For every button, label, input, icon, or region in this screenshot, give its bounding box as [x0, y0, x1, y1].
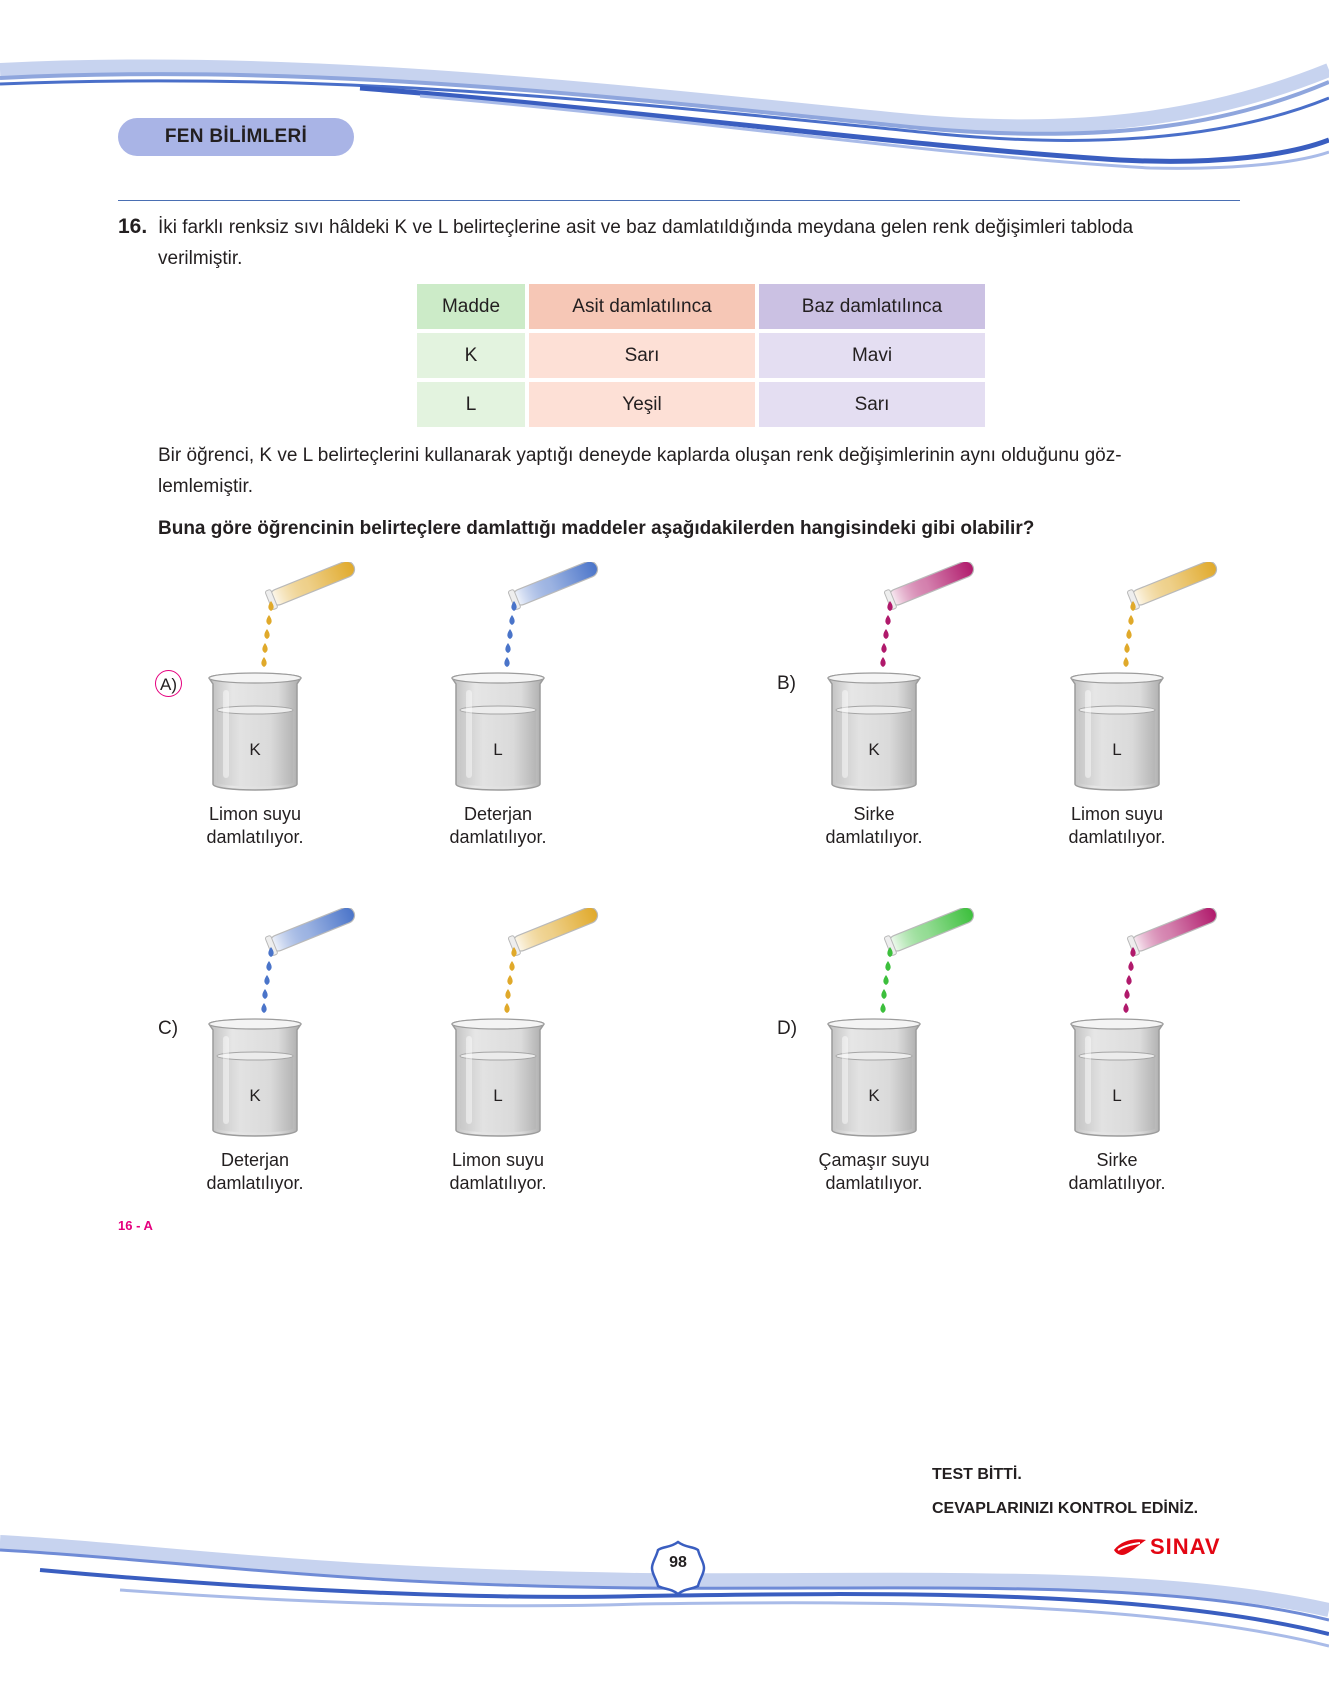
drop-icon	[264, 975, 269, 985]
beaker-icon	[824, 670, 924, 794]
table-cell: K	[417, 333, 525, 378]
table-header-row	[417, 284, 985, 329]
beaker-icon	[824, 1016, 924, 1140]
caption-substance: Limon suyu	[1070, 804, 1164, 824]
beaker-icon	[205, 670, 305, 794]
beaker-caption	[1027, 803, 1207, 849]
drop-icon	[880, 657, 885, 667]
drop-icon	[1123, 657, 1128, 667]
caption-action: damlatılıyor.	[1068, 827, 1166, 847]
drop-icon	[261, 1003, 266, 1013]
drop-icon	[883, 629, 888, 639]
option-label-1[interactable]: B)	[777, 673, 796, 694]
caption-substance: Çamaşır suyu	[818, 1150, 930, 1170]
brand-logo-icon	[1112, 1536, 1148, 1563]
dropper-tube-icon	[255, 908, 365, 1018]
dropper-tube-icon	[1117, 562, 1227, 672]
beaker-label: K	[868, 740, 880, 759]
drop-icon	[505, 643, 510, 653]
drop-icon	[507, 975, 512, 985]
dropper-tube-icon	[874, 562, 984, 672]
option-label-2[interactable]: C)	[158, 1018, 179, 1039]
beaker-caption	[165, 1149, 345, 1195]
caption-substance: Deterjan	[220, 1150, 290, 1170]
dropper-tube-icon	[1117, 908, 1227, 1018]
drop-icon	[504, 657, 509, 667]
caption-action: damlatılıyor.	[449, 827, 547, 847]
drop-icon	[262, 989, 267, 999]
drop-icon	[266, 615, 271, 625]
caption-substance: Deterjan	[463, 804, 533, 824]
caption-action: damlatılıyor.	[1068, 1173, 1166, 1193]
table-header-cell: Asit damlatılınca	[529, 284, 755, 329]
answer-key: 16 - A	[118, 1218, 153, 1233]
option-label-0[interactable]: A)	[155, 670, 182, 697]
question-prompt: Buna göre öğrencinin belirteçlere damlattığı maddeler aşağıdakilerden hangisindeki gibi olabilir?	[158, 518, 1035, 539]
caption-action: damlatılıyor.	[206, 827, 304, 847]
dropper-tube-icon	[255, 562, 365, 672]
indicator-color-table	[413, 280, 989, 431]
drop-icon	[509, 961, 514, 971]
drop-icon	[262, 643, 267, 653]
test-finished-text: TEST BİTTİ.	[932, 1466, 1022, 1483]
drop-icon	[883, 975, 888, 985]
beaker-label: L	[1112, 1086, 1122, 1105]
beaker-label: K	[249, 740, 261, 759]
beaker-label: K	[868, 1086, 880, 1105]
beaker-icon	[1067, 1016, 1167, 1140]
drop-icon	[1126, 975, 1131, 985]
divider-line	[118, 200, 1240, 201]
beaker-label: L	[1112, 740, 1122, 759]
drop-icon	[881, 643, 886, 653]
drop-icon	[505, 989, 510, 999]
subject-label: FEN BİLİMLERİ	[118, 118, 354, 156]
beaker-caption	[784, 803, 964, 849]
beaker-label: L	[493, 740, 503, 759]
caption-substance: Limon suyu	[451, 1150, 545, 1170]
drop-icon	[880, 1003, 885, 1013]
drop-icon	[1126, 629, 1131, 639]
caption-substance: Sirke	[853, 804, 895, 824]
drop-icon	[261, 657, 266, 667]
caption-substance: Sirke	[1096, 1150, 1138, 1170]
observation-line-1: Bir öğrenci, K ve L belirteçlerini kullanarak yaptığı deneyde kaplarda oluşan renk değişimlerinin aynı olduğunu göz-	[158, 445, 1122, 466]
beaker-icon	[448, 670, 548, 794]
brand-name: SINAV	[1150, 1534, 1221, 1559]
beaker-icon	[1067, 670, 1167, 794]
caption-action: damlatılıyor.	[206, 1173, 304, 1193]
dropper-tube-icon	[498, 908, 608, 1018]
drop-icon	[881, 989, 886, 999]
caption-action: damlatılıyor.	[825, 1173, 923, 1193]
question-intro-line-2: verilmiştir.	[158, 248, 243, 269]
table-row	[417, 382, 985, 427]
drop-icon	[1128, 961, 1133, 971]
dropper-tube-icon	[874, 908, 984, 1018]
beaker-caption	[784, 1149, 964, 1195]
drop-icon	[1124, 643, 1129, 653]
beaker-icon	[448, 1016, 548, 1140]
beaker-label: L	[493, 1086, 503, 1105]
caption-substance: Limon suyu	[208, 804, 302, 824]
dropper-tube-icon	[498, 562, 608, 672]
page-number: 98	[669, 1554, 687, 1571]
drop-icon	[264, 629, 269, 639]
drop-icon	[1123, 1003, 1128, 1013]
drop-icon	[1128, 615, 1133, 625]
drop-icon	[504, 1003, 509, 1013]
table-header-cell: Madde	[417, 284, 525, 329]
drop-icon	[509, 615, 514, 625]
table-cell: Sarı	[759, 382, 985, 427]
beaker-label: K	[249, 1086, 261, 1105]
option-label-3[interactable]: D)	[777, 1018, 798, 1039]
caption-action: damlatılıyor.	[449, 1173, 547, 1193]
question-intro-line-1: İki farklı renksiz sıvı hâldeki K ve L belirteçlerine asit ve baz damlatıldığında meydana gelen renk değişimleri tabloda	[158, 217, 1134, 238]
drop-icon	[885, 615, 890, 625]
observation-line-2: lemlemiştir.	[158, 476, 254, 497]
drop-icon	[507, 629, 512, 639]
drop-icon	[1124, 989, 1129, 999]
caption-action: damlatılıyor.	[825, 827, 923, 847]
beaker-caption	[1027, 1149, 1207, 1195]
drop-icon	[885, 961, 890, 971]
check-answers-text: CEVAPLARINIZI KONTROL EDİNİZ.	[932, 1500, 1199, 1517]
beaker-caption	[408, 1149, 588, 1195]
drop-icon	[266, 961, 271, 971]
table-row	[417, 333, 985, 378]
table-cell: Yeşil	[529, 382, 755, 427]
question-number: 16.	[118, 215, 148, 238]
beaker-caption	[408, 803, 588, 849]
beaker-caption	[165, 803, 345, 849]
table-header-cell: Baz damlatılınca	[759, 284, 985, 329]
table-cell: Mavi	[759, 333, 985, 378]
table-cell: Sarı	[529, 333, 755, 378]
beaker-icon	[205, 1016, 305, 1140]
table-cell: L	[417, 382, 525, 427]
